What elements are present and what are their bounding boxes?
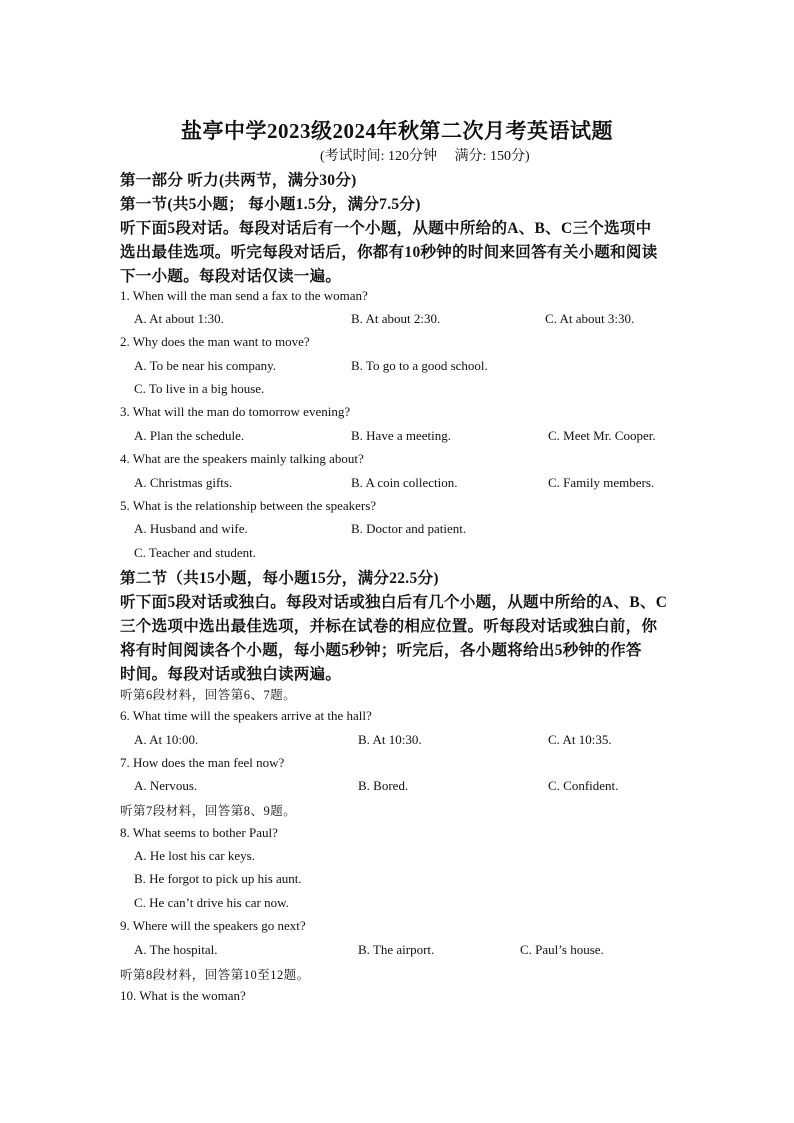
section2-instruction-3: 将有时间阅读各个小题，每小题5秒钟；听完后，各小题将给出5秒钟的作答 xyxy=(120,642,642,659)
exam-title: 盐亭中学2023级2024年秋第二次月考英语试题 xyxy=(181,119,613,143)
q8-option-a: A. He lost his car keys. xyxy=(134,848,255,863)
section2-instruction-4: 时间。每段对话或独白读两遍。 xyxy=(120,666,342,683)
q7-option-a: A. Nervous. xyxy=(134,778,198,793)
question-1: 1. When will the man send a fax to the woman? xyxy=(120,288,368,303)
q5-option-a: A. Husband and wife. xyxy=(134,521,248,536)
q7-option-c: C. Confident. xyxy=(548,778,619,793)
q8-option-c: C. He can’t drive his car now. xyxy=(134,895,289,910)
part1-heading: 第一部分 听力(共两节，满分30分) xyxy=(120,172,357,189)
q1-option-a: A. At about 1:30. xyxy=(134,311,224,326)
section1-instruction-1: 听下面5段对话。每段对话后有一个小题，从题中所给的A、B、C三个选项中 xyxy=(120,220,652,237)
question-3: 3. What will the man do tomorrow evening? xyxy=(120,404,351,419)
q9-option-a: A. The hospital. xyxy=(134,942,218,957)
q6-option-b: B. At 10:30. xyxy=(358,732,422,747)
q6-option-c: C. At 10:35. xyxy=(548,732,612,747)
question-8: 8. What seems to bother Paul? xyxy=(120,825,278,840)
exam-subtitle xyxy=(320,145,530,165)
section1-instruction-2: 选出最佳选项。听完每段对话后，你都有10秒钟的时间来回答有关小题和阅读 xyxy=(120,244,658,261)
question-4: 4. What are the speakers mainly talking about? xyxy=(120,451,364,466)
exam-time: (考试时间: 120分钟 xyxy=(320,149,438,164)
q2-option-c: C. To live in a big house. xyxy=(134,381,265,396)
q7-option-b: B. Bored. xyxy=(358,778,409,793)
q3-option-b: B. Have a meeting. xyxy=(351,428,451,443)
q5-option-b: B. Doctor and patient. xyxy=(351,521,467,536)
question-10: 10. What is the woman? xyxy=(120,988,246,1003)
q9-option-c: C. Paul’s house. xyxy=(520,942,604,957)
question-6: 6. What time will the speakers arrive at the hall? xyxy=(120,708,372,723)
question-2: 2. Why does the man want to move? xyxy=(120,334,310,349)
q5-option-c: C. Teacher and student. xyxy=(134,545,256,560)
section1-heading: 第一节(共5小题； 每小题1.5分，满分7.5分) xyxy=(120,196,421,213)
material-8-label: 听第8段材料，回答第10至12题。 xyxy=(120,968,310,982)
section2-instruction-1: 听下面5段对话或独白。每段对话或独白后有几个小题，从题中所给的A、B、C xyxy=(120,594,668,611)
q9-option-b: B. The airport. xyxy=(358,942,435,957)
material-6-label: 听第6段材料，回答第6、7题。 xyxy=(120,688,297,702)
q4-option-a: A. Christmas gifts. xyxy=(134,475,233,490)
q8-option-b: B. He forgot to pick up his aunt. xyxy=(134,871,302,886)
q4-option-c: C. Family members. xyxy=(548,475,655,490)
q2-option-b: B. To go to a good school. xyxy=(351,358,488,373)
q1-option-b: B. At about 2:30. xyxy=(351,311,441,326)
question-7: 7. How does the man feel now? xyxy=(120,755,285,770)
section2-instruction-2: 三个选项中选出最佳选项，并标在试卷的相应位置。听每段对话或独白前，你 xyxy=(120,618,658,635)
material-7-label: 听第7段材料，回答第8、9题。 xyxy=(120,804,297,818)
exam-score: 满分: 150分) xyxy=(454,149,530,164)
q3-option-a: A. Plan the schedule. xyxy=(134,428,245,443)
q1-option-c: C. At about 3:30. xyxy=(545,311,635,326)
q3-option-c: C. Meet Mr. Cooper. xyxy=(548,428,656,443)
q2-option-a: A. To be near his company. xyxy=(134,358,277,373)
question-5: 5. What is the relationship between the speakers? xyxy=(120,498,377,513)
q6-option-a: A. At 10:00. xyxy=(134,732,199,747)
section1-instruction-3: 下一小题。每段对话仅读一遍。 xyxy=(120,268,342,285)
q4-option-b: B. A coin collection. xyxy=(351,475,458,490)
section2-heading: 第二节（共15小题，每小题15分，满分22.5分) xyxy=(120,570,439,587)
question-9: 9. Where will the speakers go next? xyxy=(120,918,306,933)
